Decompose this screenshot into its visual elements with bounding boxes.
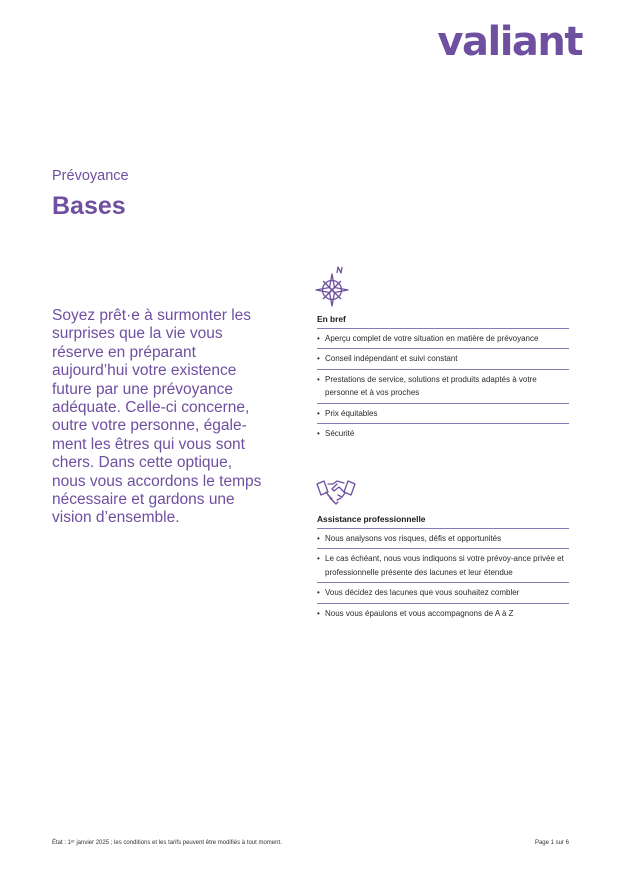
page-category: Prévoyance (52, 168, 129, 184)
handshake-icon (315, 478, 357, 508)
compass-icon (315, 265, 351, 307)
section-heading: Assistance professionnelle (317, 514, 569, 529)
valiant-logo: valiant (437, 19, 582, 65)
section-en-bref (317, 314, 569, 443)
list-item: • Sécurité (317, 424, 569, 443)
section-heading: En bref (317, 314, 569, 329)
section-list (317, 329, 569, 443)
list-item: • Aperçu complet de votre situation en matière de prévoyance (317, 329, 569, 349)
list-item: • Prix équitables (317, 404, 569, 424)
list-item: • Nous analysons vos risques, défis et opportunités (317, 529, 569, 549)
footer-disclaimer: État : 1ᵉʳ janvier 2025 ; les conditions et les tarifs peuvent être modifiés à tout moment. (52, 840, 282, 846)
list-item: • Prestations de service, solutions et produits adaptés à votre personne et à vos proches (317, 370, 569, 404)
section-assistance-professionnelle (317, 514, 569, 623)
page-title: Bases (52, 192, 126, 220)
list-item: • Vous décidez des lacunes que vous souhaitez combler (317, 583, 569, 603)
list-item: • Nous vous épaulons et vous accompagnons de A à Z (317, 604, 569, 623)
page-number: Page 1 sur 6 (534, 840, 569, 846)
intro-paragraph: Soyez prêt·e à surmonter les surprises que la vie vous réserve en préparant aujourd’hui votre existence future par une prévoyance adéquate. Celle-ci concerne, outre votre personne, égale-ment les êtres qui vous sont chers. Dans cette optique, nous vous accordons le temps nécessaire et gardons une vision d’ensemble. (52, 307, 262, 527)
list-item: • Le cas échéant, nous vous indiquons si votre prévoy-ance privée et professionnelle présente des lacunes et leur étendue (317, 549, 569, 583)
section-list (317, 529, 569, 623)
list-item: • Conseil indépendant et suivi constant (317, 349, 569, 369)
